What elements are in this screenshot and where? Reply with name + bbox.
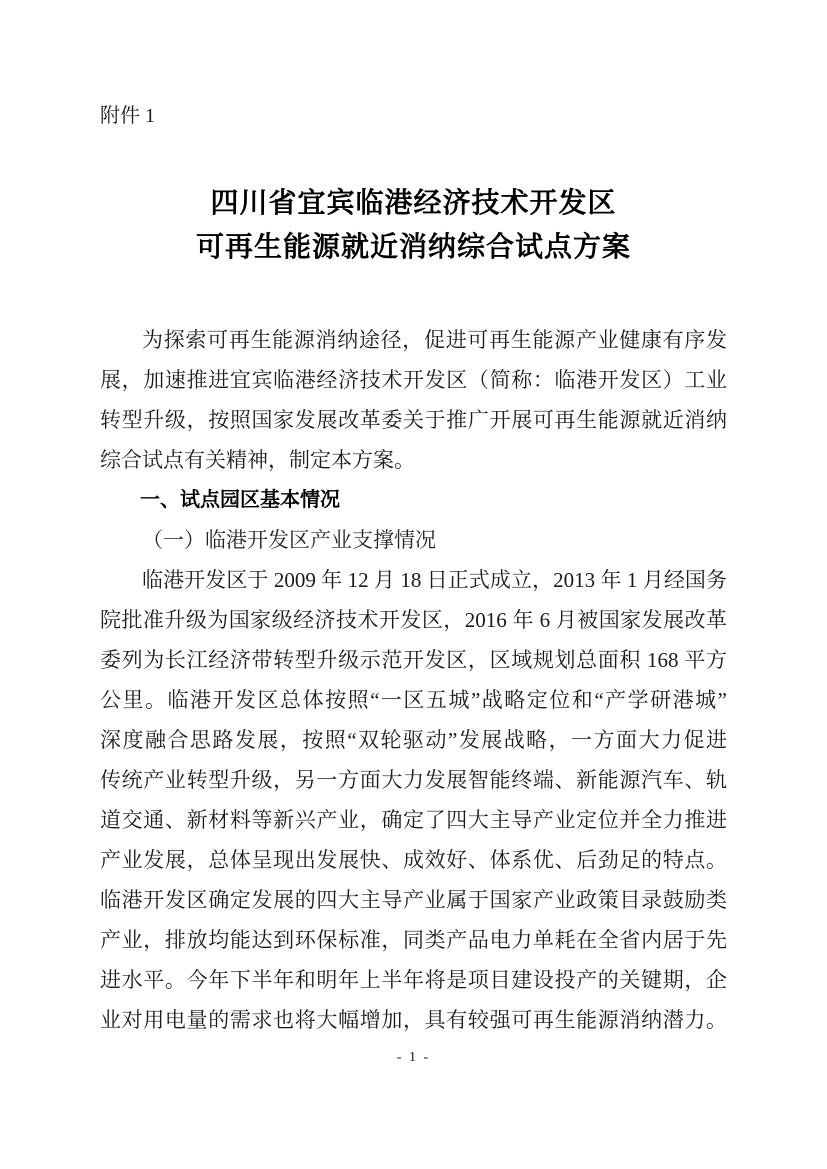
paragraph-line: 公里。临港开发区总体按照“一区五城”战略定位和“产学研港城” [100, 688, 727, 712]
paragraph-line: 临港开发区于 2009 年 12 月 18 日正式成立，2013 年 1 月经国务 [142, 568, 727, 592]
paragraph-line: 转型升级，按照国家发展改革委关于推广开展可再生能源就近消纳 [100, 408, 727, 432]
document-title [100, 182, 727, 270]
paragraph-line: 院批准升级为国家级经济技术开发区，2016 年 6 月被国家发展改革 [100, 608, 727, 632]
paragraph-line: 临港开发区确定发展的四大主导产业属于国家产业政策目录鼓励类 [100, 888, 727, 912]
title-line-2: 可再生能源就近消纳综合试点方案 [195, 232, 631, 263]
title-line-1: 四川省宜宾临港经济技术开发区 [210, 188, 617, 219]
paragraph-line: 传统产业转型升级，另一方面大力发展智能终端、新能源汽车、轨 [100, 768, 727, 792]
attachment-label: 附件 1 [100, 105, 155, 127]
paragraph-line: 为探索可再生能源消纳途径，促进可再生能源产业健康有序发 [142, 328, 727, 352]
paragraph-2 [100, 560, 727, 1040]
paragraph-line: 进水平。今年下半年和明年上半年将是项目建设投产的关键期，企 [100, 968, 727, 992]
paragraph-line: 委列为长江经济带转型升级示范开发区，区域规划总面积 168 平方 [100, 648, 727, 672]
paragraph-line: 展，加速推进宜宾临港经济技术开发区（简称：临港开发区）工业 [100, 368, 727, 392]
subsection-heading: （一）临港开发区产业支撑情况 [142, 528, 436, 552]
paragraph-line: 道交通、新材料等新兴产业，确定了四大主导产业定位并全力推进 [100, 808, 727, 832]
paragraph-line: 综合试点有关精神，制定本方案。 [100, 448, 415, 472]
paragraph-line: 产业，排放均能达到环保标准，同类产品电力单耗在全省内居于先 [100, 928, 727, 952]
paragraph-1 [100, 320, 727, 480]
page-footer [0, 1050, 827, 1066]
document-body [100, 320, 727, 1040]
section-heading: 一、试点园区基本情况 [140, 489, 340, 511]
paragraph-line: 产业发展，总体呈现出发展快、成效好、体系优、后劲足的特点。 [100, 848, 727, 872]
paragraph-line: 深度融合思路发展，按照“双轮驱动”发展战略，一方面大力促进 [100, 728, 727, 752]
paragraph-line: 业对用电量的需求也将大幅增加，具有较强可再生能源消纳潜力。 [100, 1008, 727, 1032]
page-number: - 1 - [396, 1050, 431, 1065]
